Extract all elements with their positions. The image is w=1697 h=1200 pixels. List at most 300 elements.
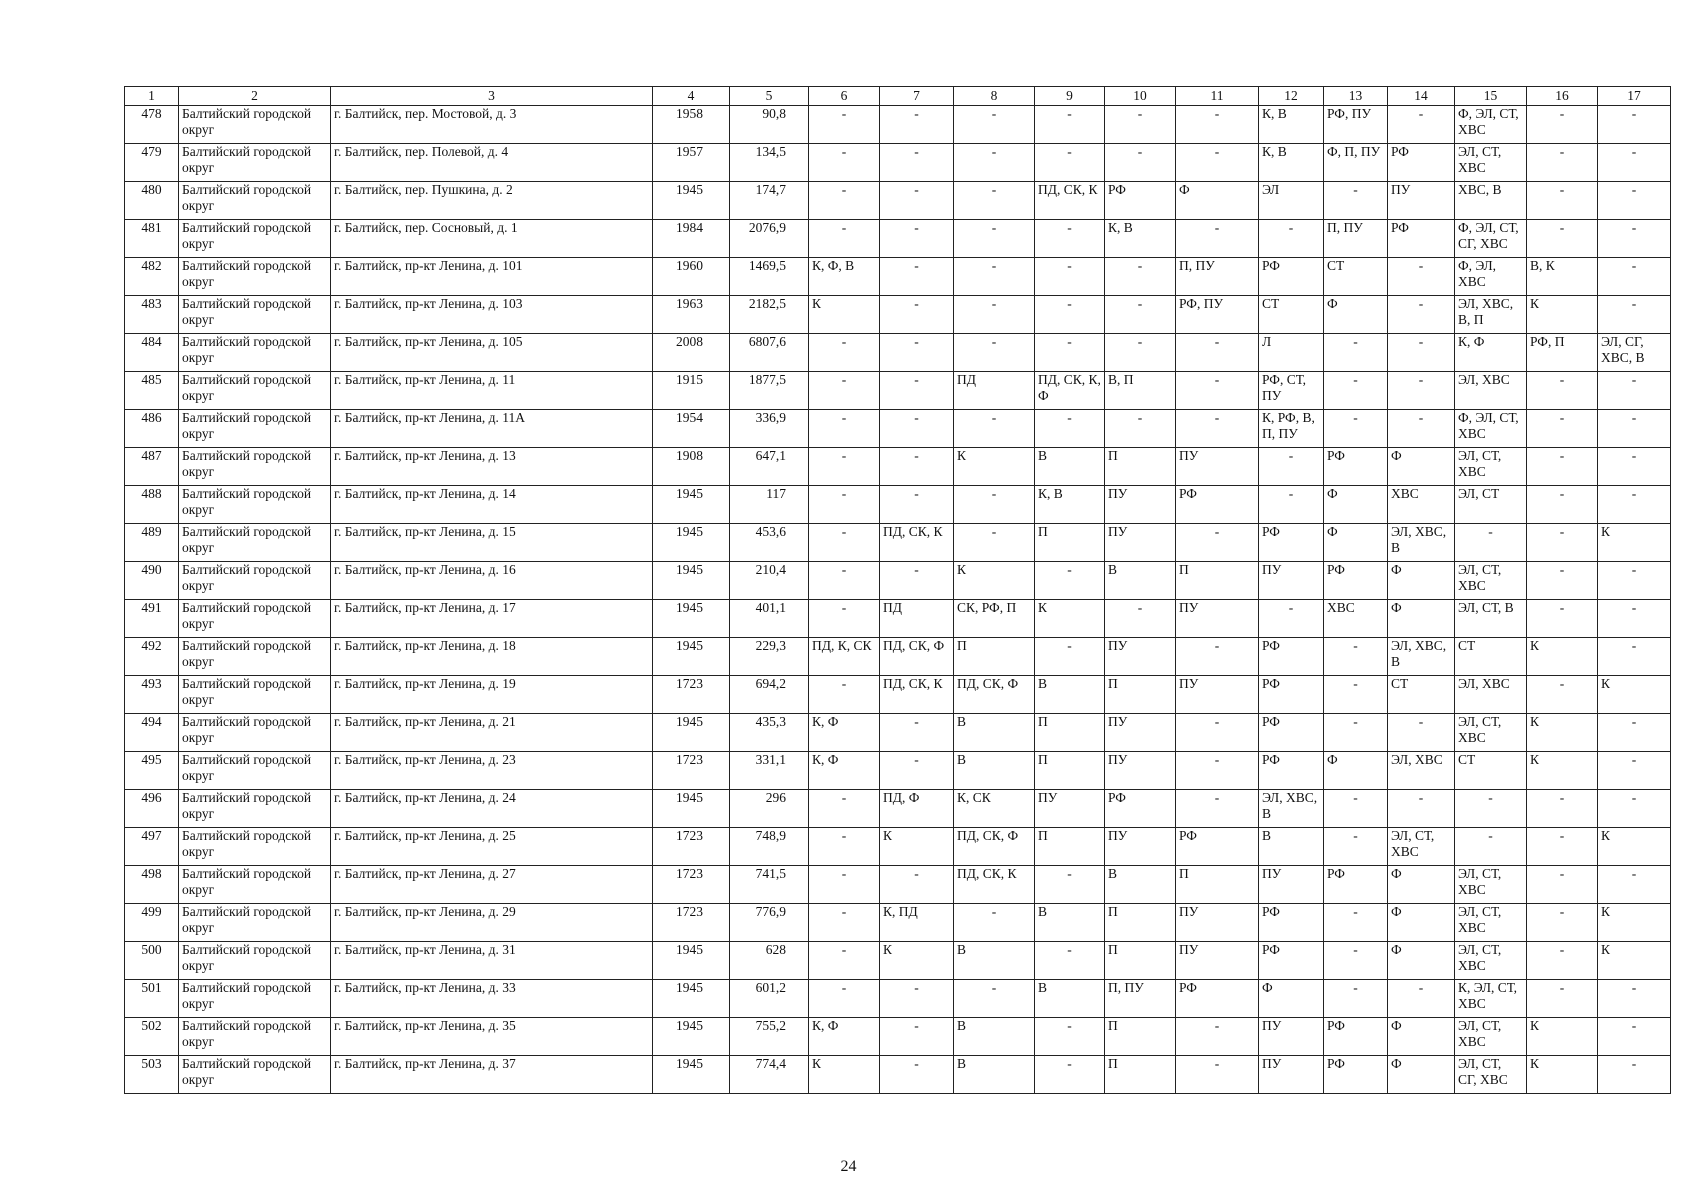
column-header-6: 6 xyxy=(809,87,880,106)
cell-col-5: 628 xyxy=(730,942,809,980)
cell-col-4: 1723 xyxy=(653,752,730,790)
cell-col-17: К xyxy=(1598,676,1671,714)
cell-col-15: ЭЛ, СТ, ХВС xyxy=(1455,714,1527,752)
cell-col-7: ПД xyxy=(880,600,954,638)
cell-col-6: К xyxy=(809,1056,880,1094)
cell-col-16: - xyxy=(1527,828,1598,866)
column-header-10: 10 xyxy=(1105,87,1176,106)
cell-col-15: - xyxy=(1455,524,1527,562)
cell-col-16: К xyxy=(1527,752,1598,790)
cell-col-7: - xyxy=(880,752,954,790)
cell-col-2: Балтийский городской округ xyxy=(179,790,331,828)
cell-col-5: 647,1 xyxy=(730,448,809,486)
cell-col-11: РФ xyxy=(1176,828,1259,866)
table-row xyxy=(125,372,1671,410)
table-row xyxy=(125,1018,1671,1056)
cell-col-9: - xyxy=(1035,144,1105,182)
cell-col-2: Балтийский городской округ xyxy=(179,828,331,866)
cell-col-10: В xyxy=(1105,562,1176,600)
cell-col-17: - xyxy=(1598,410,1671,448)
cell-col-9: - xyxy=(1035,106,1105,144)
table-row xyxy=(125,106,1671,144)
cell-col-6: - xyxy=(809,980,880,1018)
cell-col-17: - xyxy=(1598,182,1671,220)
cell-col-4: 1908 xyxy=(653,448,730,486)
cell-col-5: 601,2 xyxy=(730,980,809,1018)
cell-col-17: К xyxy=(1598,524,1671,562)
cell-col-1: 493 xyxy=(125,676,179,714)
cell-col-13: РФ xyxy=(1324,562,1388,600)
cell-col-5: 6807,6 xyxy=(730,334,809,372)
cell-col-14: РФ xyxy=(1388,144,1455,182)
cell-col-7: - xyxy=(880,980,954,1018)
cell-col-12: ПУ xyxy=(1259,866,1324,904)
cell-col-4: 1945 xyxy=(653,562,730,600)
cell-col-2: Балтийский городской округ xyxy=(179,448,331,486)
cell-col-15: СТ xyxy=(1455,638,1527,676)
cell-col-12: РФ, СТ, ПУ xyxy=(1259,372,1324,410)
cell-col-11: - xyxy=(1176,220,1259,258)
cell-col-4: 1945 xyxy=(653,638,730,676)
cell-col-2: Балтийский городской округ xyxy=(179,144,331,182)
cell-col-16: К xyxy=(1527,1056,1598,1094)
cell-col-15: ЭЛ, СТ, СГ, ХВС xyxy=(1455,1056,1527,1094)
cell-col-2: Балтийский городской округ xyxy=(179,638,331,676)
cell-col-3: г. Балтийск, пр-кт Ленина, д. 25 xyxy=(331,828,653,866)
cell-col-10: - xyxy=(1105,296,1176,334)
cell-col-8: - xyxy=(954,182,1035,220)
cell-col-14: - xyxy=(1388,334,1455,372)
cell-col-3: г. Балтийск, пр-кт Ленина, д. 17 xyxy=(331,600,653,638)
cell-col-3: г. Балтийск, пр-кт Ленина, д. 19 xyxy=(331,676,653,714)
cell-col-15: ЭЛ, СТ, ХВС xyxy=(1455,904,1527,942)
cell-col-8: П xyxy=(954,638,1035,676)
cell-col-9: - xyxy=(1035,410,1105,448)
cell-col-11: РФ, ПУ xyxy=(1176,296,1259,334)
cell-col-12: РФ xyxy=(1259,904,1324,942)
table-row xyxy=(125,486,1671,524)
cell-col-5: 1469,5 xyxy=(730,258,809,296)
cell-col-16: - xyxy=(1527,220,1598,258)
cell-col-8: - xyxy=(954,486,1035,524)
cell-col-16: РФ, П xyxy=(1527,334,1598,372)
cell-col-12: - xyxy=(1259,448,1324,486)
table-row xyxy=(125,790,1671,828)
cell-col-5: 2182,5 xyxy=(730,296,809,334)
cell-col-13: Ф xyxy=(1324,752,1388,790)
cell-col-10: - xyxy=(1105,106,1176,144)
cell-col-13: - xyxy=(1324,372,1388,410)
cell-col-14: Ф xyxy=(1388,904,1455,942)
header-row xyxy=(125,87,1671,106)
column-header-3: 3 xyxy=(331,87,653,106)
cell-col-12: ПУ xyxy=(1259,562,1324,600)
cell-col-15: ЭЛ, ХВС xyxy=(1455,372,1527,410)
cell-col-14: - xyxy=(1388,790,1455,828)
cell-col-17: - xyxy=(1598,790,1671,828)
cell-col-5: 336,9 xyxy=(730,410,809,448)
cell-col-2: Балтийский городской округ xyxy=(179,220,331,258)
cell-col-3: г. Балтийск, пр-кт Ленина, д. 21 xyxy=(331,714,653,752)
cell-col-3: г. Балтийск, пер. Полевой, д. 4 xyxy=(331,144,653,182)
cell-col-15: К, Ф xyxy=(1455,334,1527,372)
cell-col-17: - xyxy=(1598,258,1671,296)
cell-col-1: 496 xyxy=(125,790,179,828)
table-row xyxy=(125,942,1671,980)
cell-col-14: Ф xyxy=(1388,600,1455,638)
cell-col-2: Балтийский городской округ xyxy=(179,524,331,562)
cell-col-5: 776,9 xyxy=(730,904,809,942)
cell-col-6: К, Ф xyxy=(809,752,880,790)
cell-col-14: - xyxy=(1388,258,1455,296)
cell-col-13: Ф xyxy=(1324,486,1388,524)
cell-col-4: 1723 xyxy=(653,828,730,866)
cell-col-6: - xyxy=(809,372,880,410)
cell-col-3: г. Балтийск, пер. Мостовой, д. 3 xyxy=(331,106,653,144)
cell-col-6: - xyxy=(809,676,880,714)
cell-col-2: Балтийский городской округ xyxy=(179,334,331,372)
cell-col-12: - xyxy=(1259,600,1324,638)
cell-col-5: 401,1 xyxy=(730,600,809,638)
cell-col-13: СТ xyxy=(1324,258,1388,296)
cell-col-17: К xyxy=(1598,828,1671,866)
cell-col-8: - xyxy=(954,296,1035,334)
cell-col-9: - xyxy=(1035,334,1105,372)
cell-col-8: СК, РФ, П xyxy=(954,600,1035,638)
cell-col-17: - xyxy=(1598,752,1671,790)
cell-col-7: - xyxy=(880,182,954,220)
cell-col-6: ПД, К, СК xyxy=(809,638,880,676)
cell-col-7: - xyxy=(880,562,954,600)
cell-col-14: ЭЛ, СТ, ХВС xyxy=(1388,828,1455,866)
cell-col-5: 755,2 xyxy=(730,1018,809,1056)
table-row xyxy=(125,1056,1671,1094)
cell-col-6: - xyxy=(809,410,880,448)
cell-col-6: - xyxy=(809,144,880,182)
cell-col-1: 503 xyxy=(125,1056,179,1094)
cell-col-17: - xyxy=(1598,372,1671,410)
cell-col-16: - xyxy=(1527,980,1598,1018)
cell-col-1: 501 xyxy=(125,980,179,1018)
cell-col-2: Балтийский городской округ xyxy=(179,1056,331,1094)
cell-col-5: 435,3 xyxy=(730,714,809,752)
cell-col-12: РФ xyxy=(1259,676,1324,714)
cell-col-9: - xyxy=(1035,1018,1105,1056)
cell-col-16: - xyxy=(1527,182,1598,220)
cell-col-4: 1945 xyxy=(653,1018,730,1056)
cell-col-3: г. Балтийск, пр-кт Ленина, д. 13 xyxy=(331,448,653,486)
cell-col-10: - xyxy=(1105,410,1176,448)
cell-col-8: - xyxy=(954,334,1035,372)
cell-col-14: - xyxy=(1388,410,1455,448)
cell-col-3: г. Балтийск, пр-кт Ленина, д. 16 xyxy=(331,562,653,600)
cell-col-8: - xyxy=(954,144,1035,182)
cell-col-10: - xyxy=(1105,144,1176,182)
cell-col-10: П, ПУ xyxy=(1105,980,1176,1018)
column-header-2: 2 xyxy=(179,87,331,106)
cell-col-9: П xyxy=(1035,828,1105,866)
table-row xyxy=(125,904,1671,942)
cell-col-15: Ф, ЭЛ, ХВС xyxy=(1455,258,1527,296)
cell-col-16: К xyxy=(1527,296,1598,334)
cell-col-6: - xyxy=(809,790,880,828)
cell-col-1: 499 xyxy=(125,904,179,942)
cell-col-17: - xyxy=(1598,1018,1671,1056)
cell-col-11: - xyxy=(1176,752,1259,790)
cell-col-5: 331,1 xyxy=(730,752,809,790)
cell-col-11: ПУ xyxy=(1176,942,1259,980)
cell-col-5: 134,5 xyxy=(730,144,809,182)
cell-col-13: ХВС xyxy=(1324,600,1388,638)
cell-col-14: ХВС xyxy=(1388,486,1455,524)
cell-col-16: - xyxy=(1527,106,1598,144)
cell-col-5: 694,2 xyxy=(730,676,809,714)
cell-col-14: Ф xyxy=(1388,562,1455,600)
cell-col-3: г. Балтийск, пр-кт Ленина, д. 101 xyxy=(331,258,653,296)
cell-col-16: - xyxy=(1527,600,1598,638)
cell-col-1: 488 xyxy=(125,486,179,524)
cell-col-7: К xyxy=(880,828,954,866)
cell-col-15: Ф, ЭЛ, СТ, СГ, ХВС xyxy=(1455,220,1527,258)
cell-col-5: 453,6 xyxy=(730,524,809,562)
cell-col-13: П, ПУ xyxy=(1324,220,1388,258)
cell-col-1: 481 xyxy=(125,220,179,258)
cell-col-1: 502 xyxy=(125,1018,179,1056)
column-header-14: 14 xyxy=(1388,87,1455,106)
cell-col-1: 494 xyxy=(125,714,179,752)
cell-col-17: - xyxy=(1598,866,1671,904)
cell-col-12: СТ xyxy=(1259,296,1324,334)
column-header-13: 13 xyxy=(1324,87,1388,106)
cell-col-10: П xyxy=(1105,904,1176,942)
cell-col-11: П xyxy=(1176,562,1259,600)
cell-col-2: Балтийский городской округ xyxy=(179,182,331,220)
cell-col-4: 1723 xyxy=(653,676,730,714)
cell-col-7: - xyxy=(880,372,954,410)
cell-col-7: - xyxy=(880,714,954,752)
cell-col-4: 1954 xyxy=(653,410,730,448)
cell-col-2: Балтийский городской округ xyxy=(179,866,331,904)
cell-col-11: - xyxy=(1176,106,1259,144)
cell-col-4: 1958 xyxy=(653,106,730,144)
cell-col-6: - xyxy=(809,486,880,524)
cell-col-15: ЭЛ, СТ xyxy=(1455,486,1527,524)
cell-col-16: К xyxy=(1527,1018,1598,1056)
cell-col-10: К, В xyxy=(1105,220,1176,258)
cell-col-3: г. Балтийск, пр-кт Ленина, д. 15 xyxy=(331,524,653,562)
cell-col-9: В xyxy=(1035,448,1105,486)
cell-col-11: РФ xyxy=(1176,980,1259,1018)
cell-col-6: - xyxy=(809,334,880,372)
cell-col-2: Балтийский городской округ xyxy=(179,106,331,144)
table-row xyxy=(125,980,1671,1018)
cell-col-17: - xyxy=(1598,600,1671,638)
cell-col-12: РФ xyxy=(1259,942,1324,980)
cell-col-7: ПД, Ф xyxy=(880,790,954,828)
cell-col-12: ПУ xyxy=(1259,1056,1324,1094)
cell-col-7: - xyxy=(880,258,954,296)
cell-col-2: Балтийский городской округ xyxy=(179,714,331,752)
cell-col-14: - xyxy=(1388,296,1455,334)
cell-col-13: - xyxy=(1324,410,1388,448)
cell-col-5: 1877,5 xyxy=(730,372,809,410)
cell-col-12: Ф xyxy=(1259,980,1324,1018)
cell-col-6: - xyxy=(809,220,880,258)
cell-col-3: г. Балтийск, пр-кт Ленина, д. 103 xyxy=(331,296,653,334)
cell-col-11: Ф xyxy=(1176,182,1259,220)
cell-col-5: 774,4 xyxy=(730,1056,809,1094)
cell-col-14: - xyxy=(1388,372,1455,410)
cell-col-11: - xyxy=(1176,1018,1259,1056)
cell-col-13: РФ xyxy=(1324,448,1388,486)
cell-col-15: ХВС, В xyxy=(1455,182,1527,220)
cell-col-3: г. Балтийск, пр-кт Ленина, д. 29 xyxy=(331,904,653,942)
table-row xyxy=(125,524,1671,562)
cell-col-8: В xyxy=(954,942,1035,980)
cell-col-16: - xyxy=(1527,904,1598,942)
cell-col-14: - xyxy=(1388,106,1455,144)
cell-col-10: - xyxy=(1105,258,1176,296)
cell-col-2: Балтийский городской округ xyxy=(179,676,331,714)
cell-col-13: - xyxy=(1324,676,1388,714)
table-row xyxy=(125,600,1671,638)
cell-col-14: СТ xyxy=(1388,676,1455,714)
cell-col-4: 1960 xyxy=(653,258,730,296)
cell-col-7: - xyxy=(880,220,954,258)
cell-col-9: ПУ xyxy=(1035,790,1105,828)
cell-col-12: РФ xyxy=(1259,714,1324,752)
cell-col-16: - xyxy=(1527,524,1598,562)
cell-col-4: 1945 xyxy=(653,714,730,752)
column-header-4: 4 xyxy=(653,87,730,106)
cell-col-14: Ф xyxy=(1388,1018,1455,1056)
cell-col-8: В xyxy=(954,714,1035,752)
cell-col-8: В xyxy=(954,752,1035,790)
table-row xyxy=(125,676,1671,714)
cell-col-2: Балтийский городской округ xyxy=(179,562,331,600)
cell-col-7: - xyxy=(880,106,954,144)
cell-col-4: 1945 xyxy=(653,942,730,980)
cell-col-9: В xyxy=(1035,676,1105,714)
cell-col-9: - xyxy=(1035,296,1105,334)
cell-col-16: - xyxy=(1527,448,1598,486)
cell-col-1: 491 xyxy=(125,600,179,638)
cell-col-15: - xyxy=(1455,790,1527,828)
column-header-17: 17 xyxy=(1598,87,1671,106)
cell-col-15: Ф, ЭЛ, СТ, ХВС xyxy=(1455,410,1527,448)
cell-col-13: - xyxy=(1324,334,1388,372)
cell-col-16: - xyxy=(1527,942,1598,980)
cell-col-16: - xyxy=(1527,410,1598,448)
cell-col-6: - xyxy=(809,600,880,638)
cell-col-3: г. Балтийск, пр-кт Ленина, д. 24 xyxy=(331,790,653,828)
cell-col-4: 1945 xyxy=(653,600,730,638)
cell-col-5: 90,8 xyxy=(730,106,809,144)
cell-col-15: СТ xyxy=(1455,752,1527,790)
cell-col-5: 748,9 xyxy=(730,828,809,866)
page-number: 24 xyxy=(840,1158,857,1175)
cell-col-1: 484 xyxy=(125,334,179,372)
cell-col-1: 495 xyxy=(125,752,179,790)
cell-col-15: ЭЛ, ХВС xyxy=(1455,676,1527,714)
cell-col-12: РФ xyxy=(1259,752,1324,790)
cell-col-6: - xyxy=(809,182,880,220)
cell-col-14: Ф xyxy=(1388,1056,1455,1094)
cell-col-13: РФ xyxy=(1324,866,1388,904)
table-row xyxy=(125,182,1671,220)
cell-col-12: - xyxy=(1259,486,1324,524)
cell-col-1: 479 xyxy=(125,144,179,182)
cell-col-11: ПУ xyxy=(1176,676,1259,714)
table-row xyxy=(125,828,1671,866)
cell-col-12: В xyxy=(1259,828,1324,866)
cell-col-6: К, Ф xyxy=(809,1018,880,1056)
cell-col-15: ЭЛ, СТ, ХВС xyxy=(1455,1018,1527,1056)
cell-col-9: В xyxy=(1035,980,1105,1018)
cell-col-17: - xyxy=(1598,980,1671,1018)
cell-col-7: - xyxy=(880,144,954,182)
cell-col-17: - xyxy=(1598,106,1671,144)
cell-col-5: 210,4 xyxy=(730,562,809,600)
cell-col-9: - xyxy=(1035,866,1105,904)
cell-col-6: - xyxy=(809,524,880,562)
cell-col-7: - xyxy=(880,866,954,904)
cell-col-13: РФ xyxy=(1324,1018,1388,1056)
cell-col-1: 497 xyxy=(125,828,179,866)
cell-col-10: ПУ xyxy=(1105,524,1176,562)
cell-col-11: - xyxy=(1176,372,1259,410)
cell-col-8: ПД xyxy=(954,372,1035,410)
cell-col-1: 498 xyxy=(125,866,179,904)
cell-col-5: 174,7 xyxy=(730,182,809,220)
cell-col-1: 489 xyxy=(125,524,179,562)
cell-col-1: 490 xyxy=(125,562,179,600)
cell-col-9: П xyxy=(1035,752,1105,790)
cell-col-4: 1945 xyxy=(653,980,730,1018)
cell-col-17: - xyxy=(1598,296,1671,334)
cell-col-4: 1984 xyxy=(653,220,730,258)
cell-col-13: Ф xyxy=(1324,524,1388,562)
cell-col-6: К, Ф, В xyxy=(809,258,880,296)
cell-col-2: Балтийский городской округ xyxy=(179,904,331,942)
cell-col-11: - xyxy=(1176,1056,1259,1094)
cell-col-3: г. Балтийск, пр-кт Ленина, д. 11А xyxy=(331,410,653,448)
cell-col-6: - xyxy=(809,904,880,942)
cell-col-8: - xyxy=(954,980,1035,1018)
cell-col-8: - xyxy=(954,524,1035,562)
cell-col-8: К, СК xyxy=(954,790,1035,828)
cell-col-16: - xyxy=(1527,372,1598,410)
column-header-7: 7 xyxy=(880,87,954,106)
column-header-9: 9 xyxy=(1035,87,1105,106)
cell-col-17: - xyxy=(1598,144,1671,182)
cell-col-2: Балтийский городской округ xyxy=(179,410,331,448)
cell-col-11: - xyxy=(1176,524,1259,562)
cell-col-7: ПД, СК, К xyxy=(880,676,954,714)
cell-col-9: - xyxy=(1035,258,1105,296)
cell-col-6: - xyxy=(809,562,880,600)
cell-col-12: К, РФ, В, П, ПУ xyxy=(1259,410,1324,448)
cell-col-4: 1963 xyxy=(653,296,730,334)
cell-col-7: - xyxy=(880,296,954,334)
cell-col-10: ПУ xyxy=(1105,714,1176,752)
cell-col-7: - xyxy=(880,410,954,448)
cell-col-11: - xyxy=(1176,334,1259,372)
table-row xyxy=(125,220,1671,258)
cell-col-7: К xyxy=(880,942,954,980)
cell-col-3: г. Балтийск, пр-кт Ленина, д. 35 xyxy=(331,1018,653,1056)
cell-col-2: Балтийский городской округ xyxy=(179,942,331,980)
